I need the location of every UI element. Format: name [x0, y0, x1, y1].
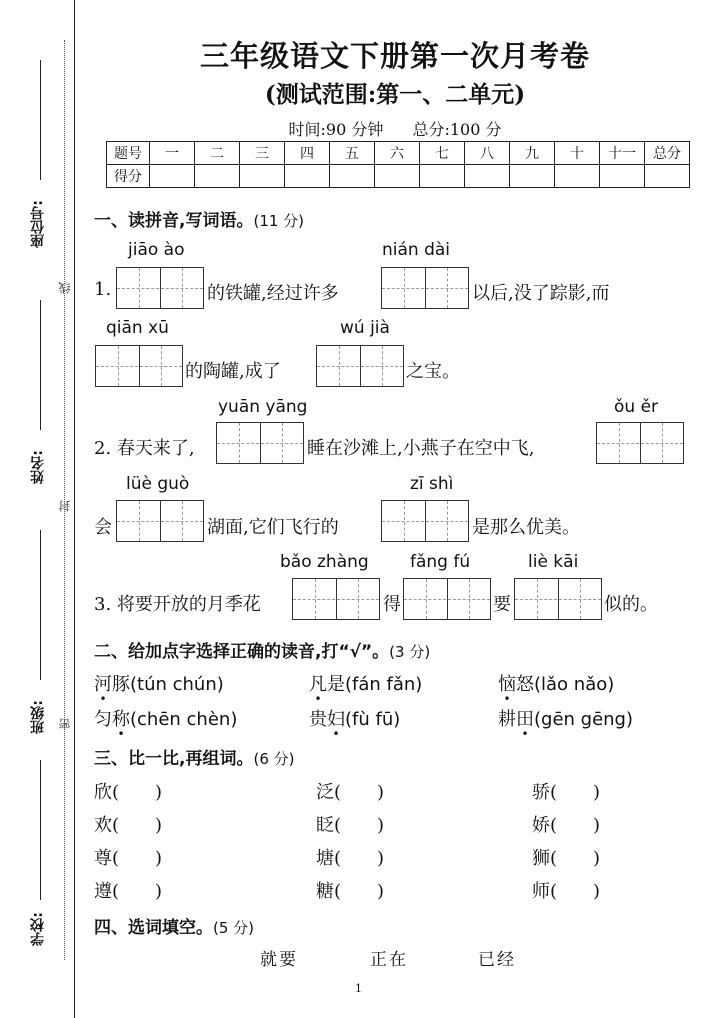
pinyin-jiao-ao: jiāo ào [128, 240, 185, 260]
name-blank[interactable] [40, 300, 41, 430]
score-input-cell[interactable] [375, 165, 420, 188]
score-input-cell[interactable] [465, 165, 510, 188]
choice-text: 是(fán fǎn) [327, 674, 423, 695]
word-group-item[interactable]: 泛( ) [316, 782, 385, 803]
q2-text-pre: 会 [94, 517, 112, 538]
answer-box[interactable] [403, 578, 491, 620]
q2-text-4: 是那么优美。 [472, 517, 580, 538]
plain-char: 耕 [498, 709, 516, 730]
section-2-heading [94, 637, 430, 662]
word-group-item[interactable]: 师( ) [532, 881, 601, 902]
section-2-points: (3 分) [389, 643, 431, 661]
school-blank[interactable] [40, 760, 41, 900]
choice-item[interactable] [498, 705, 633, 731]
choice-item[interactable] [309, 705, 400, 731]
choice-text: (chēn chèn) [130, 709, 238, 730]
pinyin-fang-fu: fǎng fú [410, 552, 471, 572]
section-3-heading [94, 744, 295, 769]
word-group-item[interactable]: 尊( ) [94, 848, 163, 869]
answer-box[interactable] [292, 578, 380, 620]
dotted-char: 凡 [309, 674, 327, 695]
score-cell: 总分 [645, 142, 690, 165]
score-input-cell[interactable] [330, 165, 375, 188]
plain-char: 匀 [94, 709, 112, 730]
page-number: 1 [355, 982, 362, 995]
q1-text-2: 以后,没了踪影,而 [472, 283, 610, 304]
score-cell: 十 [555, 142, 600, 165]
score-input-cell[interactable] [645, 165, 690, 188]
dotted-char: 河 [94, 674, 112, 695]
word-option: 正在 [370, 950, 408, 970]
seat-label: 座位号: [30, 200, 46, 248]
mark-xian: 线 [58, 282, 72, 294]
section-1-points: (11 分) [253, 212, 305, 230]
choice-text: 怒(lǎo nǎo) [516, 674, 615, 695]
school-label: 学校: [30, 912, 46, 946]
answer-box[interactable] [116, 500, 204, 542]
section-4-heading [94, 913, 254, 938]
section-3-points: (6 分) [253, 750, 295, 768]
score-input-cell[interactable] [195, 165, 240, 188]
dotted-char: 田 [516, 709, 534, 730]
word-group-item[interactable]: 眨( ) [316, 815, 385, 836]
score-cell: 题号 [107, 142, 150, 165]
score-input-cell[interactable] [600, 165, 645, 188]
choice-item[interactable] [498, 670, 614, 696]
pinyin-bao-zhang: bǎo zhàng [280, 552, 369, 572]
q1-text-1: 的铁罐,经过许多 [207, 283, 339, 304]
score-table-header-row [107, 142, 690, 165]
word-group-item[interactable]: 塘( ) [316, 848, 385, 869]
q3-text-1: 得 [383, 594, 401, 615]
score-input-cell[interactable] [285, 165, 330, 188]
word-option: 已经 [478, 950, 516, 970]
pinyin-lue-guo: lüè guò [126, 474, 190, 494]
answer-box[interactable] [514, 578, 602, 620]
answer-box[interactable] [381, 267, 469, 309]
q1-text-3: 的陶罐,成了 [185, 361, 281, 382]
word-group-item[interactable]: 糖( ) [316, 881, 385, 902]
score-input-cell[interactable] [240, 165, 285, 188]
score-input-cell[interactable] [420, 165, 465, 188]
pinyin-yuan-yang: yuān yāng [218, 397, 308, 417]
score-row-label: 得分 [107, 165, 150, 188]
answer-box[interactable] [95, 345, 183, 387]
q1-number: 1. [94, 279, 112, 300]
score-input-cell[interactable] [150, 165, 195, 188]
choice-text: (gēn gēng) [534, 709, 634, 730]
answer-box[interactable] [596, 422, 684, 464]
seat-blank[interactable] [40, 60, 41, 180]
choice-item[interactable] [94, 705, 237, 731]
score-cell: 九 [510, 142, 555, 165]
score-cell: 六 [375, 142, 420, 165]
mark-mi: 密 [58, 718, 72, 730]
score-cell: 五 [330, 142, 375, 165]
score-cell: 七 [420, 142, 465, 165]
binding-line [74, 0, 75, 1018]
choice-text: (fù fū) [345, 709, 401, 730]
choice-item[interactable] [94, 670, 224, 696]
section-1-title: 一、读拼音,写词语。 [94, 211, 254, 231]
choice-text: 豚(tún chún) [112, 674, 224, 695]
q2-number: 2. 春天来了, [94, 438, 195, 459]
q2-text-3: 湖面,它们飞行的 [207, 517, 339, 538]
score-input-cell[interactable] [510, 165, 555, 188]
q1-text-4: 之宝。 [406, 361, 460, 382]
plain-char: 贵 [309, 709, 327, 730]
word-group-item[interactable]: 狮( ) [532, 848, 601, 869]
section-2-title: 二、给加点字选择正确的读音,打“√”。 [94, 642, 390, 662]
score-input-cell[interactable] [555, 165, 600, 188]
score-cell: 八 [465, 142, 510, 165]
word-option: 就要 [260, 950, 298, 970]
q2-text-1: 睡在沙滩上,小燕子在空中飞, [307, 438, 535, 459]
class-blank[interactable] [40, 530, 41, 680]
word-group-item[interactable]: 欣( ) [94, 782, 163, 803]
exam-info [100, 117, 690, 140]
q3-text-2: 要 [493, 594, 511, 615]
answer-box[interactable] [381, 500, 469, 542]
score-table-score-row [107, 165, 690, 188]
class-label: 班级: [30, 700, 46, 734]
page-subtitle: (测试范围:第一、二单元) [264, 81, 526, 108]
word-group-item[interactable]: 骄( ) [532, 782, 601, 803]
dotted-char: 称 [112, 709, 130, 730]
answer-box[interactable] [316, 345, 404, 387]
pinyin-qian-xu: qiān xū [106, 318, 169, 338]
mark-feng: 封 [58, 500, 72, 512]
word-group-item[interactable]: 欢( ) [94, 815, 163, 836]
score-cell: 十一 [600, 142, 645, 165]
word-group-item[interactable]: 遵( ) [94, 881, 163, 902]
pinyin-wu-jia: wú jià [340, 318, 390, 338]
section-1-heading [94, 206, 304, 231]
dotted-char: 恼 [498, 674, 516, 695]
answer-box[interactable] [116, 267, 204, 309]
score-cell: 二 [195, 142, 240, 165]
score-cell: 四 [285, 142, 330, 165]
score-cell: 三 [240, 142, 285, 165]
section-3-title: 三、比一比,再组词。 [94, 749, 254, 769]
choice-item[interactable] [309, 670, 422, 696]
word-group-item[interactable]: 娇( ) [532, 815, 601, 836]
total-info: 总分:100 分 [412, 120, 502, 139]
name-label: 姓名: [30, 450, 46, 484]
pinyin-nian-dai: nián dài [382, 240, 451, 260]
section-4-points: (5 分) [213, 919, 255, 937]
q3-text-3: 似的。 [604, 594, 658, 615]
page-title: 三年级语文下册第一次月考卷 [199, 39, 590, 73]
score-table [106, 141, 690, 188]
pinyin-zi-shi: zī shì [410, 474, 454, 494]
time-info: 时间:90 分钟 [288, 120, 384, 139]
answer-box[interactable] [216, 422, 304, 464]
pinyin-lie-kai: liè kāi [528, 552, 579, 572]
pinyin-ou-er: ǒu ěr [614, 397, 659, 417]
q3-number: 3. 将要开放的月季花 [94, 594, 261, 615]
dotted-char: 妇 [327, 709, 345, 730]
section-4-title: 四、选词填空。 [94, 918, 213, 938]
score-cell: 一 [150, 142, 195, 165]
